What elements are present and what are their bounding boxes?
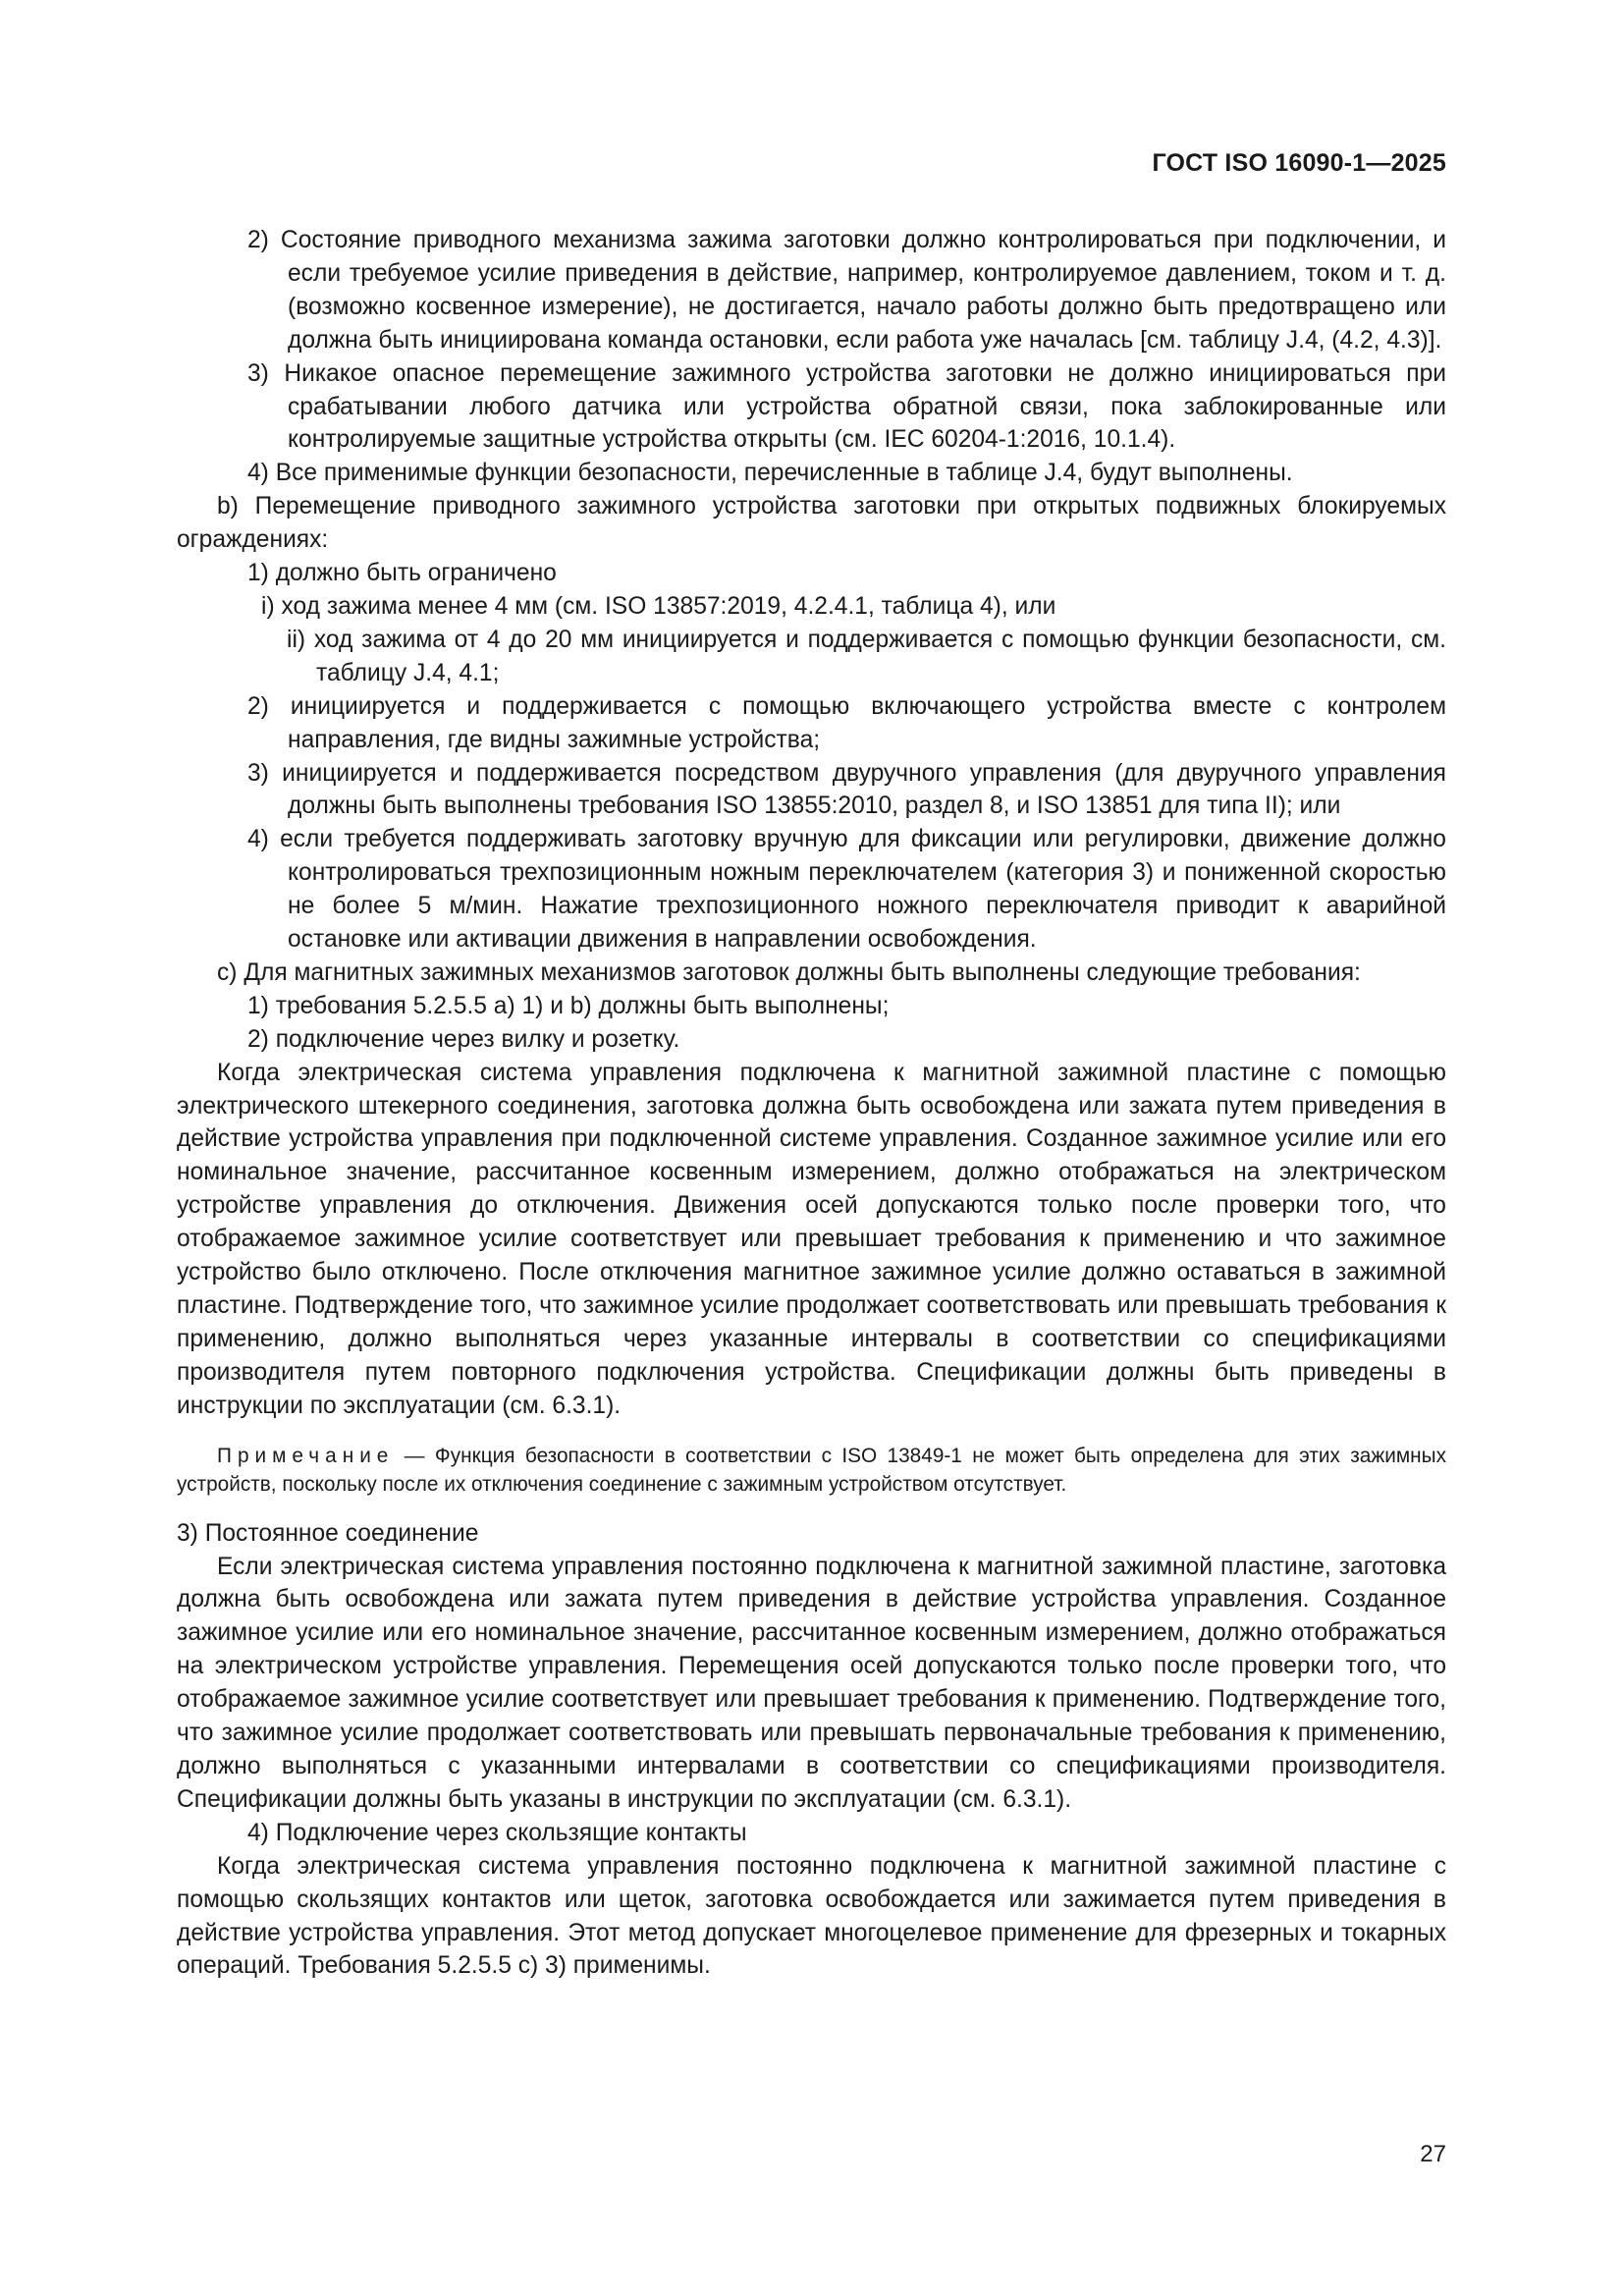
paragraph-permanent-connection: Если электрическая система управления постоянно подключена к магнитной зажимной пластине, заготовка должна быть освобождена или зажата путем приведения в действие устройства управления. Созданное зажимное усилие или его номинальное значение, рассчитанное косвенным измерением, должно отображаться на электрическом устройстве управления. Перемещения осей допускаются только после проверки того, что отображаемое зажимное усилие соответствует или превышает требования к применению. Подтверждение того, что зажимное усилие продолжает соответствовать или превышать первоначальные требования к применению, должно выполняться с указанными интервалами в соответствии со спецификациями производителя. Спецификации должны быть указаны в инструкции по эксплуатации (см. 6.3.1).: [177, 1553, 1446, 1813]
standard-header: ГОСТ ISO 16090-1—2025: [1152, 149, 1446, 177]
item-b1-i: i) ход зажима менее 4 мм (см. ISO 13857:2019, 4.2.4.1, таблица 4), или: [261, 592, 1056, 620]
note-label: Примечание: [217, 1444, 395, 1467]
paragraph-sliding-contacts: Когда электрическая система управления постоянно подключена к магнитной зажимной пластине с помощью скользящих контактов или щеток, заготовка освобождается или зажимается путем приведения в действие устройства управления. Этот метод допускает многоцелевое применение для фрезерных и токарных операций. Требования 5.2.5.5 c) 3) применимы.: [177, 1852, 1446, 1980]
item-b4: 4) если требуется поддерживать заготовку вручную для фиксации или регулировки, движение должно контролироваться трехпозиционным ножным переключателем (категория 3) и пониженной скоростью не более 5 м/мин. Нажатие трехпозиционного ножного переключателя приводит к аварийной остановке или активации движения в направлении освобождения.: [247, 826, 1446, 954]
page-number: 27: [1420, 2141, 1446, 2167]
paragraph-plug-connection: Когда электрическая система управления подключена к магнитной зажимной пластине с помощью электрического штекерного соединения, заготовка должна быть освобождена или зажата путем приведения в действие устройства управления при подключенной системе управления. Созданное зажимное усилие или его номинальное значение, рассчитанное косвенным измерением, должно отображаться на электрическом устройстве управления до отключения. Движения осей допускаются только после проверки того, что отображаемое зажимное усилие соответствует или превышает требования к применению и что зажимное устройство было отключено. После отключения магнитное зажимное усилие должно оставаться в зажимной пластине. Подтверждение того, что зажимное усилие продолжает соответствовать или превышать требования к применению, должно выполняться через указанные интервалы в соответствии со спецификациями производителя путем повторного подключения устройства. Спецификации должны быть приведены в инструкции по эксплуатации (см. 6.3.1).: [177, 1059, 1446, 1419]
item-c4: 4) Подключение через скользящие контакты: [247, 1819, 747, 1846]
item-b2: 2) инициируется и поддерживается с помощью включающего устройства вместе с контролем направления, где видны зажимные устройства;: [247, 692, 1446, 753]
item-b3: 3) инициируется и поддерживается посредством двуручного управления (для двуручного управления должны быть выполнены требования ISO 13855:2010, раздел 8, и ISO 13851 для типа II); или: [247, 759, 1446, 820]
item-c3: 3) Постоянное соединение: [177, 1519, 479, 1547]
item-b1-ii: ii) ход зажима от 4 до 20 мм инициируется и поддерживается с помощью функции безопасности, см. таблицу J.4, 4.1;: [287, 626, 1446, 686]
item-b1: 1) должно быть ограничено: [247, 560, 557, 587]
item-c1: 1) требования 5.2.5.5 a) 1) и b) должны быть выполнены;: [247, 992, 890, 1019]
item-c: c) Для магнитных зажимных механизмов заготовок должны быть выполнены следующие требования:: [217, 958, 1361, 986]
item-a4: 4) Все применимые функции безопасности, перечисленные в таблице J.4, будут выполнены.: [247, 460, 1293, 487]
item-a2: 2) Состояние приводного механизма зажима заготовки должно контролироваться при подключении, и если требуемое усилие приведения в действие, например, контролируемое давлением, током и т. д. (возможно косвенное измерение), не достигается, начало работы должно быть предотвращено или должна быть инициирована команда остановки, если работа уже началась [см. таблицу J.4, (4.2, 4.3)].: [247, 227, 1446, 354]
item-c2: 2) подключение через вилку и розетку.: [247, 1025, 680, 1053]
item-b: b) Перемещение приводного зажимного устройства заготовки при открытых подвижных блокируемых ограждениях:: [177, 493, 1446, 554]
note-text: — Функция безопасности в соответствии с ISO 13849-1 не может быть определена для этих зажимных устройств, поскольку после их отключения соединение с зажимным устройством отсутствует.: [177, 1444, 1446, 1496]
item-a3: 3) Никакое опасное перемещение зажимного устройства заготовки не должно инициироваться при срабатывании любого датчика или устройства обратной связи, пока заблокированные или контролируемые защитные устройства открыты (см. IEC 60204-1:2016, 10.1.4).: [247, 359, 1446, 454]
note: [177, 1442, 1446, 1499]
document-body: [177, 224, 1446, 1983]
